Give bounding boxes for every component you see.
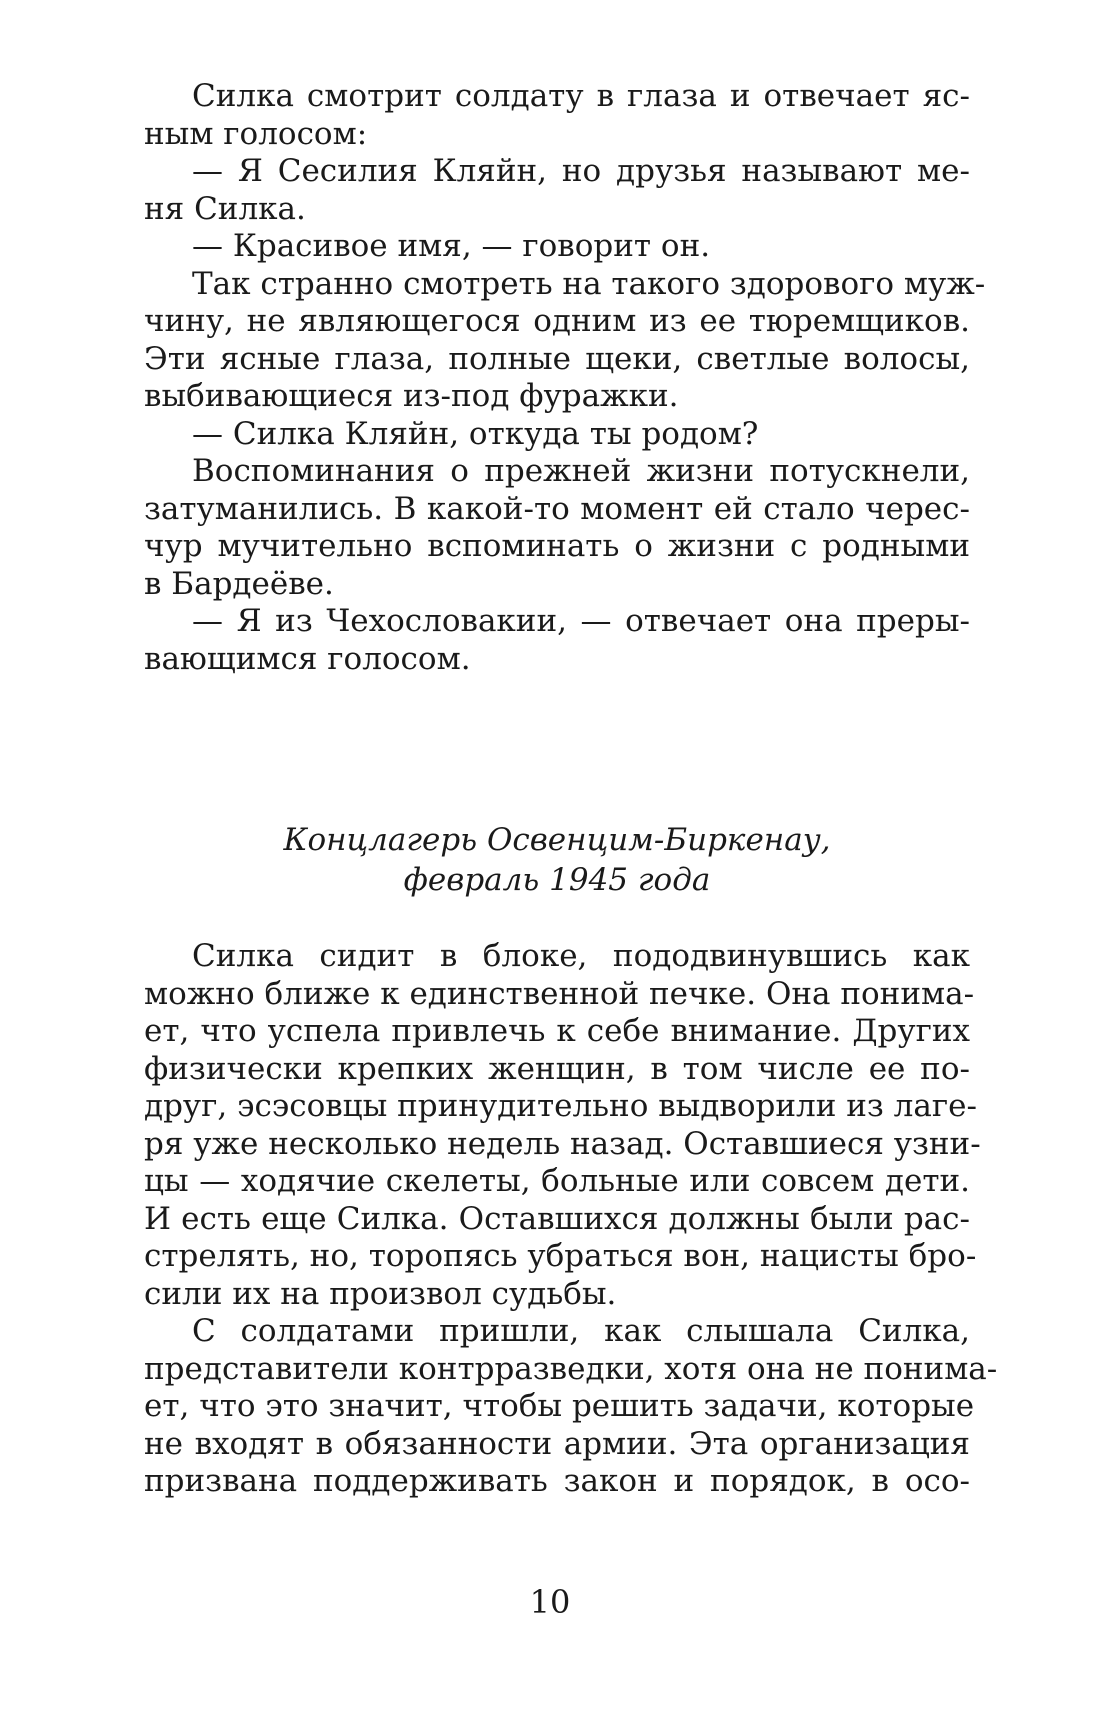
text-line: Воспоминания о прежней жизни потускнели, — [192, 453, 970, 489]
text-line: физически крепких женщин, в том числе ее по- — [144, 1050, 970, 1087]
text-line: Так странно смотреть на такого здорового муж- — [192, 265, 986, 302]
page-number: 10 — [529, 1583, 571, 1621]
text-line: ным голосом: — [144, 115, 368, 152]
text-line: выбивающиеся из-под фуражки. — [144, 378, 679, 414]
text-line: — Силка Кляйн, откуда ты родом? — [192, 415, 759, 452]
heading-line-1: Концлагерь Освенцим-Биркенау, — [283, 822, 831, 858]
text-line: затуманились. В какой-то момент ей стало черес- — [144, 490, 970, 527]
text-line: чину, не являющегося одним из ее тюремщиков. — [144, 303, 970, 339]
text-line: ня Силка. — [144, 190, 306, 227]
text-line: С солдатами пришли, как слышала Силка, — [192, 1313, 970, 1349]
text-line: И есть еще Силка. Оставшихся должны были рас- — [144, 1200, 970, 1237]
section-heading — [144, 820, 970, 900]
text-line: — Я Сесилия Кляйн, но друзья называют ме- — [192, 153, 970, 189]
text-section-2 — [144, 938, 998, 1501]
text-line: — Я из Чехословакии, — отвечает она преры- — [192, 603, 970, 639]
text-line: стрелять, но, торопясь убраться вон, нацисты бро- — [144, 1238, 977, 1274]
text-line: — Красивое имя, — говорит он. — [192, 228, 711, 264]
text-line: ря уже несколько недель назад. Оставшиеся узни- — [144, 1125, 981, 1162]
text-line: сили их на произвол судьбы. — [144, 1275, 617, 1312]
text-line: можно ближе к единственной печке. Она понима- — [144, 975, 975, 1012]
text-line: Силка смотрит солдату в глаза и отвечает яс- — [192, 78, 970, 114]
text-line: в Бардеёве. — [144, 565, 334, 602]
text-line: ет, что это значит, чтобы решить задачи, которые — [144, 1388, 975, 1424]
text-line: Силка сидит в блоке, пододвинувшись как — [192, 938, 970, 974]
text-line: призвана поддерживать закон и порядок, в осо- — [144, 1463, 970, 1499]
text-section-1 — [144, 78, 986, 678]
text-line: ет, что успела привлечь к себе внимание. Других — [144, 1013, 970, 1049]
text-line: представители контрразведки, хотя она не понима- — [144, 1350, 998, 1387]
text-line: чур мучительно вспоминать о жизни с родными — [144, 528, 970, 564]
text-line: цы — ходячие скелеты, больные или совсем дети. — [144, 1163, 970, 1199]
text-line: друг, эсэсовцы принудительно выдворили из лаге- — [144, 1088, 977, 1124]
text-line: не входят в обязанности армии. Эта организация — [144, 1425, 970, 1462]
text-line: вающимся голосом. — [144, 640, 471, 677]
heading-line-2: февраль 1945 года — [403, 862, 711, 898]
text-line: Эти ясные глаза, полные щеки, светлые волосы, — [144, 340, 970, 377]
